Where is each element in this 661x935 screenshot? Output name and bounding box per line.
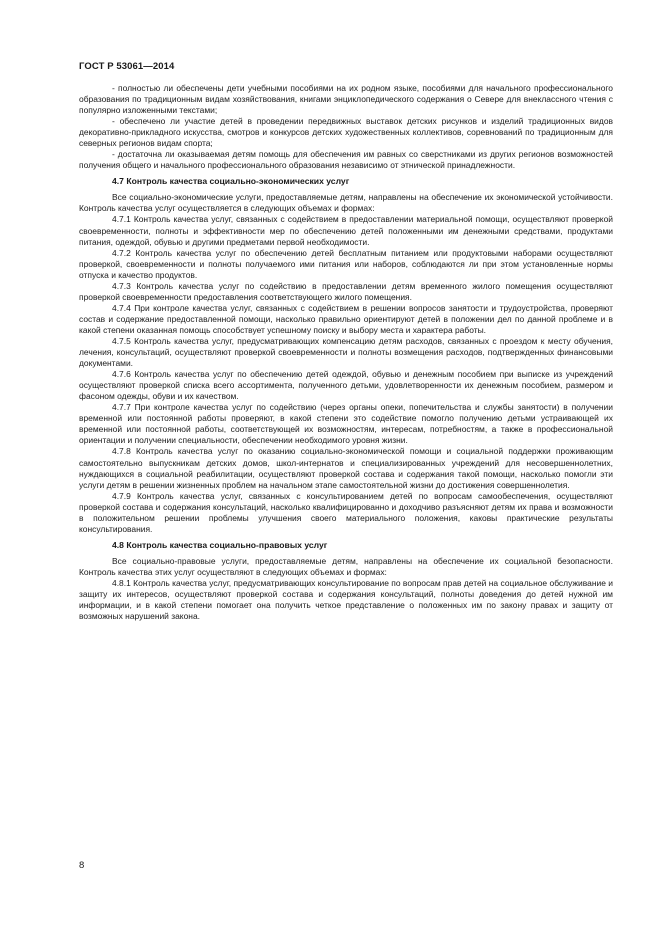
- section-heading-4-8: 4.8 Контроль качества социально-правовых услуг: [112, 539, 328, 550]
- paragraph: Все социально-правовые услуги, предоставляемые детям, направлены на обеспечение их социальной безопасности. Контроль качества этих услуг осуществляют в следующих объемах и формах:: [79, 555, 613, 577]
- document-body: [79, 83, 613, 622]
- paragraph: Все социально-экономические услуги, предоставляемые детям, направлены на обеспечение их экономической устойчивости. Контроль качества услуг осуществляется в следующих объемах и формах:: [79, 192, 613, 214]
- paragraph: - обеспечено ли участие детей в проведении передвижных выставок детских рисунков и изделий традиционных видов декоративно-прикладного искусства, смотров и конкурсов детских художественных коллективов, соревнований по традиционным для северных регионов видам спорта;: [79, 116, 613, 149]
- paragraph-4-7-3: 4.7.3 Контроль качества услуг по содействию в предоставлении детям временного жилого помещения осуществляют проверкой своевременности предоставления соответствующего жилого помещения.: [79, 280, 613, 302]
- paragraph: - полностью ли обеспечены дети учебными пособиями на их родном языке, пособиями для начального профессионального образования по традиционным видам хозяйствования, книгами энциклопедического содержания о Севере для внеклассного чтения с популярно изложенными текстами;: [79, 83, 613, 116]
- page-number: 8: [79, 860, 85, 871]
- paragraph-4-7-9: 4.7.9 Контроль качества услуг, связанных с консультированием детей по вопросам самообеспечения, осуществляют проверкой состава и содержания консультаций, насколько квалифицированно и доходчиво разъясняют детям их права и возможности в положительном решении проблемы улучшения своего материального положения, каковы практические результаты консультирования.: [79, 490, 613, 534]
- paragraph-4-7-5: 4.7.5 Контроль качества услуг, предусматривающих компенсацию детям расходов, связанных с проездом к месту обучения, лечения, консультаций, осуществляют проверкой своевременности и полноты возмещения расходов, подтвержденных финансовыми документами.: [79, 335, 613, 369]
- paragraph-4-7-1: 4.7.1 Контроль качества услуг, связанных с содействием в предоставлении материальной помощи, осуществляют проверкой своевременности, полноты и эффективности мер по обеспечению детей положенными им денежными средствами, продуктами питания, одеждой, обувью и другими предметами первой необходимости.: [79, 214, 613, 247]
- paragraph-4-7-4: 4.7.4 При контроле качества услуг, связанных с содействием в решении вопросов занятости и трудоустройства, проверяют состав и содержание предоставленной помощи, насколько правильно ориентируют детей в положении дел по данной проблеме и в какой степени оказанная помощь способствует успешному поиску и выбору места и характера работы.: [79, 302, 613, 335]
- paragraph-4-8-1: 4.8.1 Контроль качества услуг, предусматривающих консультирование по вопросам прав детей на социальное обслуживание и защиту их интересов, осуществляют проверкой состава и содержания консультаций, полноты доведения до детей нужной им информации, и в какой степени помогает она получить четкое представление о положенных им по закону правах и защиту от возможных нарушений закона.: [79, 577, 613, 622]
- paragraph-4-7-8: 4.7.8 Контроль качества услуг по оказанию социально-экономической помощи и социальной поддержки проживающим самостоятельно выпускникам детских домов, школ-интернатов и специализированных учреждений для несовершеннолетних, нуждающихся в социальной реабилитации, осуществляют проверкой состава и содержания такой помощи, насколько помогли эти услуги детям в решении жизненных проблем на начальном этапе самостоятельной жизни до достижения совершеннолетия.: [79, 446, 613, 490]
- section-heading-4-7: 4.7 Контроль качества социально-экономических услуг: [112, 176, 350, 187]
- paragraph-4-7-6: 4.7.6 Контроль качества услуг по обеспечению детей одеждой, обувью и денежным пособием при выписке из учреждений осуществляют проверкой списка всего ассортимента, полученного детьми, удовлетворенности их денежным пособием, размером и фасоном одежды, обуви и их качеством.: [79, 369, 613, 402]
- paragraph: - достаточна ли оказываемая детям помощь для обеспечения им равных со сверстниками из других регионов возможностей получения общего и начального профессионального образования независимо от этнической принадлежности.: [79, 149, 613, 171]
- document-header: ГОСТ Р 53061—2014: [79, 61, 175, 72]
- paragraph-4-7-7: 4.7.7 При контроле качества услуг по содействию (через органы опеки, попечительства и службы занятости) в получении временной или постоянной работы проверяют, в какой степени это содействие помогло получению детьми устраивающей их временной или постоянной работы, соответствующей их возможностям, интересам, потребностям, а также в профессиональной ориентации и получении специальности, обеспечении необходимого уровня жизни.: [79, 402, 613, 446]
- paragraph-4-7-2: 4.7.2 Контроль качества услуг по обеспечению детей бесплатным питанием или продуктовыми наборами осуществляют проверкой, своевременности и полноты получаемого ими питания или наборов, соблюдаются ли при этом установленные нормы отпуска и качество продуктов.: [79, 247, 613, 280]
